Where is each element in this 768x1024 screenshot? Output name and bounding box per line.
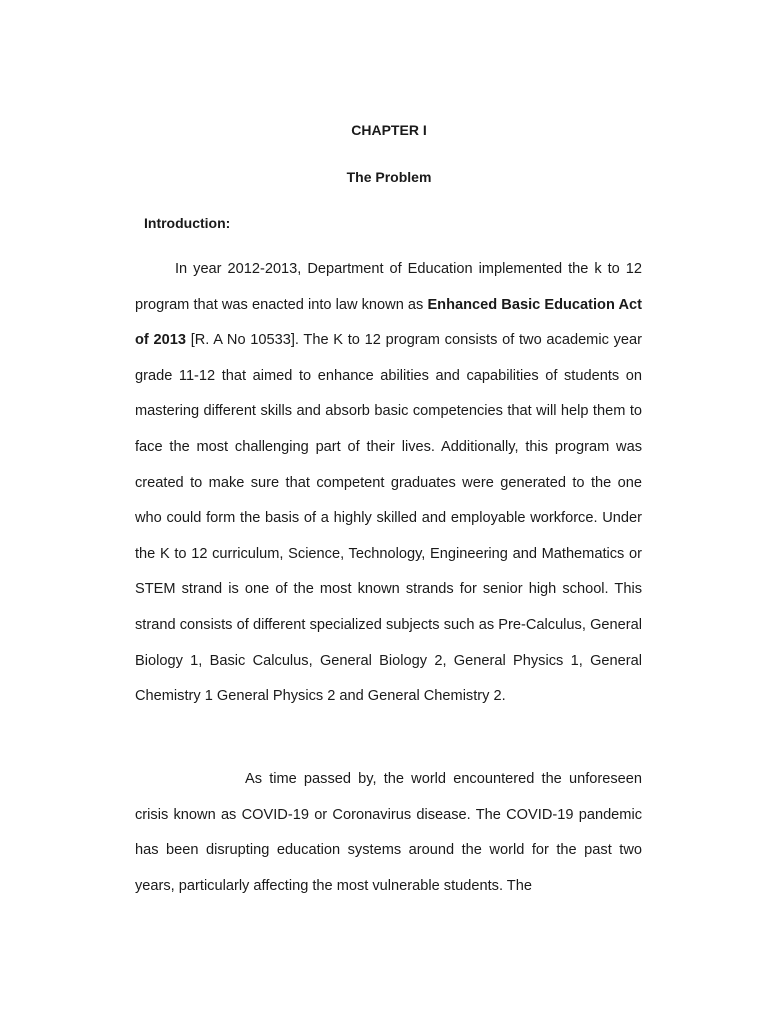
paragraph-1-text-b: [R. A No 10533]. The K to 12 program consists of two academic year grade 11-12 that aimed to enhance abilities and capabilities of students on mastering different skills and absorb basic competencies that will help them to face the most challenging part of their lives. Additionally, this program was created to make sure that competent graduates were generated to the one who could form the basis of a highly skilled and employable workforce. Under the K to 12 curriculum, Science, Technology, Engineering and Mathematics or STEM strand is one of the most known strands for senior high school. This strand consists of different specialized subjects such as Pre-Calculus, General Biology 1, Basic Calculus, General Biology 2, General Physics 1, General Chemistry 1 General Physics 2 and General Chemistry 2.: [135, 332, 642, 705]
section-title: The Problem: [346, 169, 432, 185]
chapter-title: CHAPTER I: [351, 122, 427, 138]
paragraph-1: [135, 252, 642, 715]
paragraph-1-text-a: In year 2012-2013, Department of Education implemented the k to 12 program that was enacted into law known as: [135, 261, 642, 313]
introduction-heading: Introduction:: [144, 215, 231, 231]
act-name: Enhanced Basic Education Act of 2013: [135, 296, 642, 349]
paragraph-2: As time passed by, the world encountered the unforeseen crisis known as COVID-19 or Coronavirus disease. The COVID-19 pandemic has been disrupting education systems around the world for the past two years, particularly affecting the most vulnerable students. The: [135, 771, 642, 894]
